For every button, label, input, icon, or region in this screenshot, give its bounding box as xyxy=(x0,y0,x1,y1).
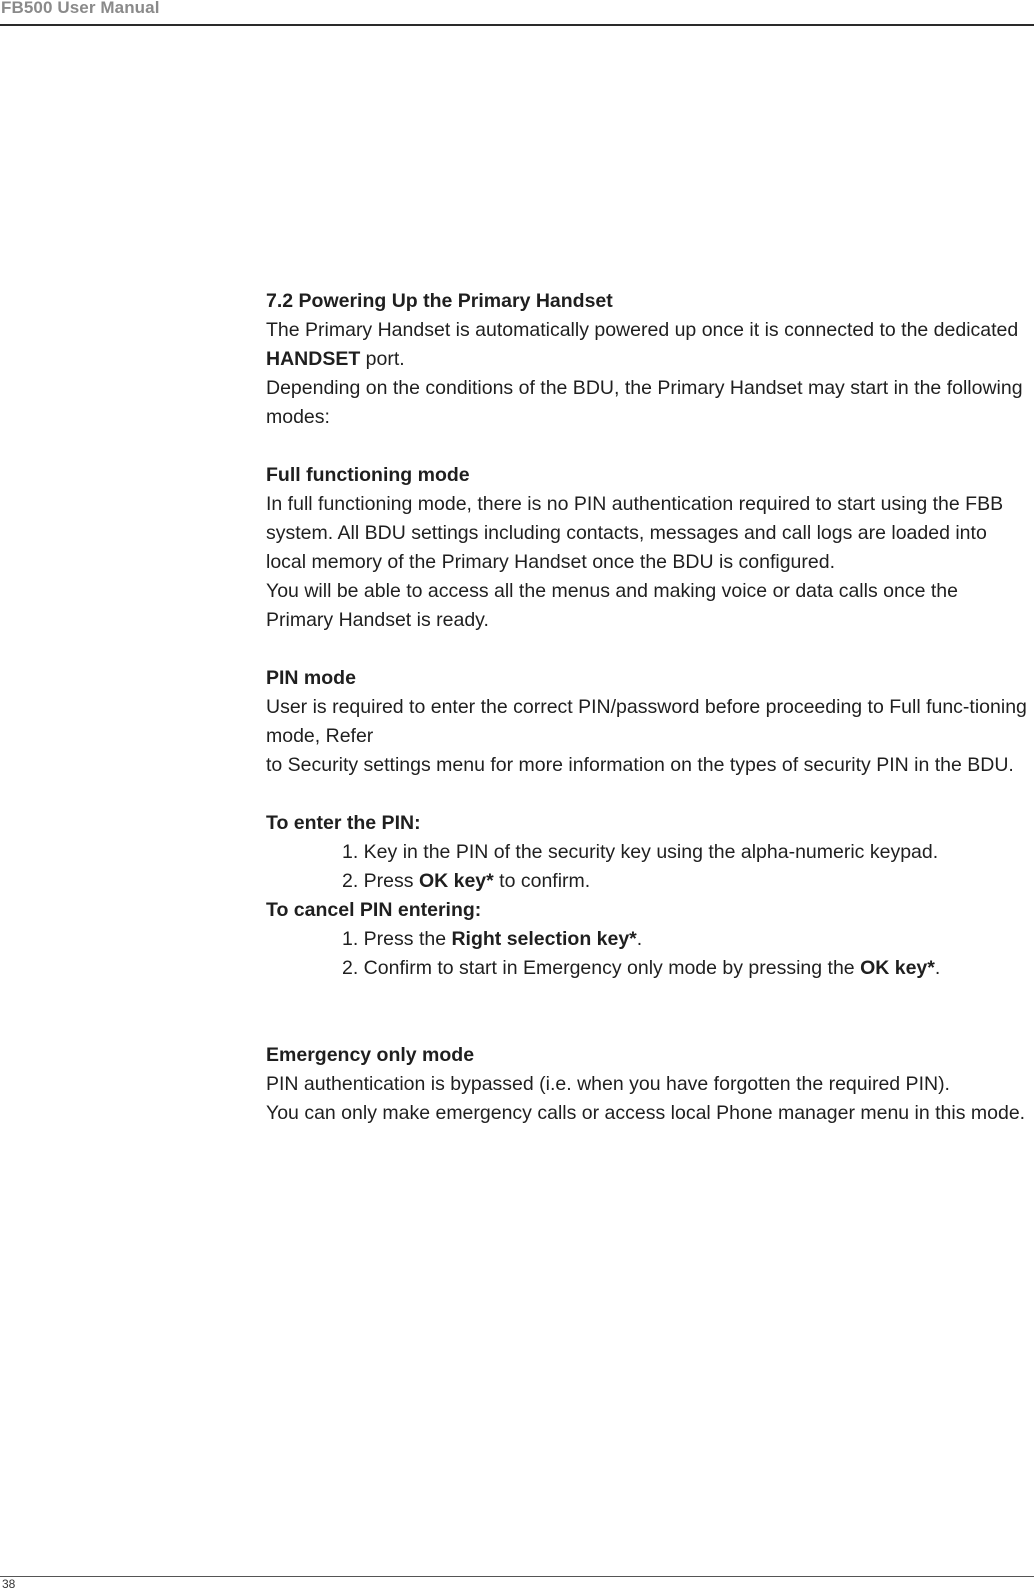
cancel-pin-step-2: 2. Confirm to start in Emergency only mode by pressing the OK key*. xyxy=(342,957,941,979)
modes-intro: Depending on the conditions of the BDU, the Primary Handset may start in the following modes: xyxy=(266,377,1023,428)
emergency-mode-text: PIN authentication is bypassed (i.e. when you have forgotten the required PIN). xyxy=(266,1073,950,1095)
pin-mode-text-2: to Security settings menu for more information on the types of security PIN in the BDU. xyxy=(266,754,1014,776)
page-footer xyxy=(0,1576,1034,1591)
section-intro: The Primary Handset is automatically powered up once it is connected to the dedicated HANDSET port. xyxy=(266,319,1019,370)
enter-pin-heading: To enter the PIN: xyxy=(266,812,421,834)
pin-mode-heading: PIN mode xyxy=(266,667,356,689)
emergency-mode-heading: Emergency only mode xyxy=(266,1044,475,1066)
emergency-mode-text-2: You can only make emergency calls or access local Phone manager menu in this mode. xyxy=(266,1102,1026,1124)
full-mode-heading: Full functioning mode xyxy=(266,464,470,486)
running-header xyxy=(0,0,1034,26)
spacer xyxy=(266,635,1028,664)
manual-title: FB500 User Manual xyxy=(1,0,160,17)
spacer xyxy=(266,780,1028,809)
right-selection-key-label: Right selection key* xyxy=(451,928,637,950)
spacer xyxy=(266,983,1028,1041)
section-heading: 7.2 Powering Up the Primary Handset xyxy=(266,290,613,312)
full-mode-text-2: You will be able to access all the menus and making voice or data calls once the Primary Handset is ready. xyxy=(266,580,958,631)
cancel-pin-step-1: 1. Press the Right selection key*. xyxy=(342,928,643,950)
handset-port-label: HANDSET xyxy=(266,348,361,370)
page-number: 38 xyxy=(2,1577,16,1591)
pin-mode-text: User is required to enter the correct PIN/password before proceeding to Full func-tioning mode, Refer xyxy=(266,696,1027,747)
enter-pin-step-1: 1. Key in the PIN of the security key using the alpha-numeric keypad. xyxy=(342,841,939,863)
page-content xyxy=(266,287,1028,1128)
enter-pin-step-2: 2. Press OK key* to confirm. xyxy=(342,870,591,892)
ok-key-label: OK key* xyxy=(860,957,935,979)
ok-key-label: OK key* xyxy=(418,870,494,892)
cancel-pin-heading: To cancel PIN entering: xyxy=(266,899,482,921)
full-mode-text: In full functioning mode, there is no PIN authentication required to start using the FBB system. All BDU settings including contacts, messages and call logs are loaded into local memory of the Primary Handset once the BDU is configured. xyxy=(266,493,1004,573)
spacer xyxy=(266,432,1028,461)
